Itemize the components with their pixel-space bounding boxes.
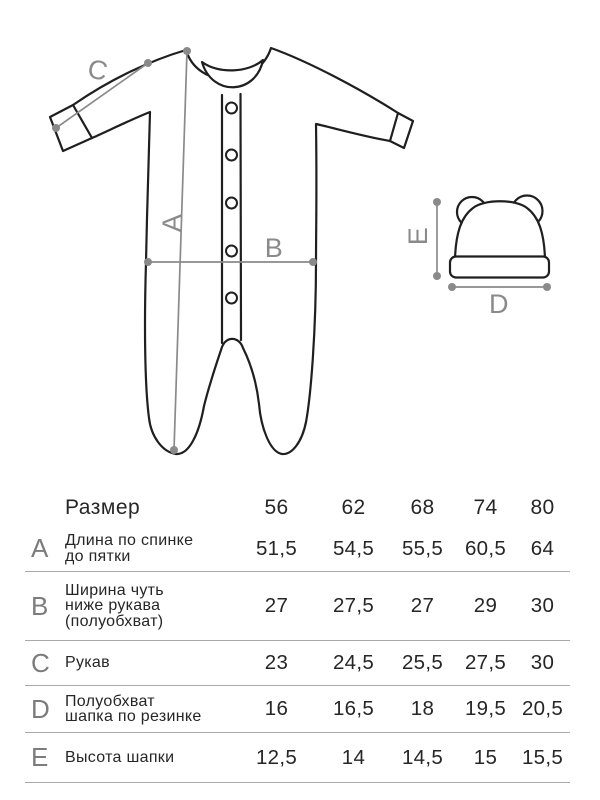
size-value: 15 [473,745,498,769]
row-label [65,750,235,766]
size-value: 27,5 [332,594,375,617]
size-value: 51,5 [255,536,298,560]
size-value: 16,5 [332,697,375,720]
size-header-label: Размер [65,495,141,519]
row-label-line: ниже рукава [65,597,161,615]
size-column-header: 56 [264,495,289,519]
hat-brim [450,257,549,278]
measure-dot [183,47,191,55]
row-label-line: Высота шапки [65,748,175,766]
size-value: 15,5 [521,745,564,769]
snap-button [226,198,237,209]
row-label-line: Рукав [65,654,110,672]
sleepsuit-drawing [50,48,413,454]
measure-label-b: B [264,233,284,263]
size-column-header: 62 [341,495,366,519]
size-value: 60,5 [464,536,507,560]
size-value: 27 [264,594,289,617]
measure-dot [170,446,178,454]
measure-label-c: C [84,53,111,87]
snap-button [226,103,237,114]
size-value: 30 [530,594,555,617]
table-row-b [25,572,570,641]
size-value: 19,5 [464,697,507,720]
size-value: 64 [530,536,555,560]
measure-label-d: D [489,289,509,319]
row-letter: B [31,590,49,621]
row-label-line: Длина по спинке [65,532,194,549]
row-label-line: (полуобхват) [65,612,164,630]
row-label-line: Ширина чуть [65,581,164,599]
measure-dot [433,198,441,206]
table-row-d [25,686,570,733]
row-label-line: до пятки [65,547,131,565]
measure-dot [543,283,551,291]
size-column-header: 80 [530,495,555,519]
measure-dot [448,283,456,291]
measure-dot [52,124,60,132]
size-value: 27 [410,594,435,617]
table-row-e [25,733,570,783]
size-column-header: 68 [410,495,435,519]
row-letter: A [31,533,49,563]
size-value: 14,5 [401,745,444,769]
measure-label-e: E [403,226,433,246]
snap-button [226,246,237,257]
size-value: 30 [530,651,555,674]
row-label-line: Полуобхват [65,692,155,710]
row-label [65,655,235,671]
measure-dot [433,272,441,280]
size-value: 18 [410,697,435,720]
placket-right-line [241,94,242,340]
size-value: 55,5 [401,536,444,560]
snap-button [226,293,237,304]
size-value: 20,5 [521,697,564,720]
row-letter: C [31,647,51,678]
size-value: 29 [473,594,498,617]
measure-label-a: A [157,213,187,233]
measure-dot [309,258,317,266]
size-value: 25,5 [401,651,444,674]
size-value: 27,5 [464,651,507,674]
size-value: 23 [264,651,289,674]
row-label-line: шапка по резинке [65,708,202,725]
row-letter: D [31,693,51,724]
size-table [25,489,570,783]
size-value: 12,5 [255,745,298,769]
row-label [65,694,235,725]
table-header-row [25,489,570,526]
table-row-c [25,641,570,686]
measure-dot [144,59,152,67]
snap-button [226,150,237,161]
row-label [65,533,235,564]
size-value: 24,5 [332,651,375,674]
size-value: 54,5 [332,536,375,560]
hat-drawing [450,196,549,278]
size-value: 16 [264,697,289,720]
row-label [65,583,235,630]
row-letter: E [31,742,49,772]
size-value: 14 [341,745,366,769]
table-row-a [25,526,570,572]
measure-dot [144,258,152,266]
size-column-header: 74 [473,495,498,519]
